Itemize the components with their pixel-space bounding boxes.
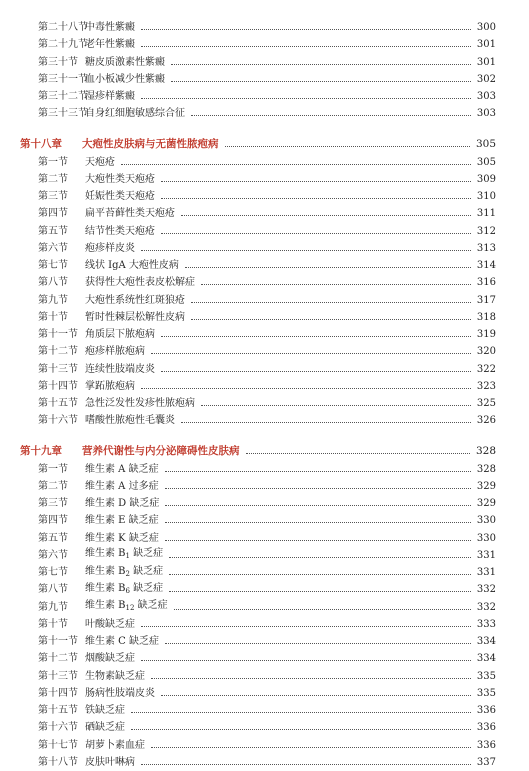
page-number: 317 xyxy=(476,294,496,306)
section-number: 第十一节 xyxy=(38,636,78,647)
chapter-number: 第十八章 xyxy=(20,138,62,151)
toc-entry xyxy=(0,343,529,360)
section-title: 维生素 D 缺乏症 xyxy=(85,498,160,509)
section-number: 第二节 xyxy=(38,480,68,492)
page-number: 325 xyxy=(476,398,496,409)
section-number: 第八节 xyxy=(38,584,68,596)
section-number: 第三十节 xyxy=(38,56,78,68)
dot-leader xyxy=(165,488,471,489)
page-number: 320 xyxy=(476,346,496,358)
toc-entry xyxy=(0,754,529,771)
dot-leader xyxy=(141,660,471,661)
section-number: 第十六节 xyxy=(38,722,78,734)
dot-leader xyxy=(201,284,471,285)
section-number: 第十四节 xyxy=(38,380,78,392)
toc-entry xyxy=(0,633,529,650)
dot-leader xyxy=(151,678,471,679)
section-number: 第二节 xyxy=(38,173,68,185)
dot-leader xyxy=(225,146,470,147)
section-title: 维生素 K 缺乏症 xyxy=(85,532,159,544)
section-title: 糖皮质激素性紫癜 xyxy=(85,56,165,68)
section-title: 胡萝卜素血症 xyxy=(85,739,145,751)
dot-leader xyxy=(171,81,471,82)
page-number: 334 xyxy=(476,653,496,665)
dot-leader xyxy=(141,250,471,251)
section-title: 疱疹样脓疱病 xyxy=(85,346,145,358)
section-title: 生物素缺乏症 xyxy=(85,670,145,682)
section-number: 第十六节 xyxy=(38,415,78,427)
dot-leader xyxy=(161,198,471,199)
dot-leader xyxy=(131,712,471,713)
section-title: 连续性肢端皮炎 xyxy=(85,363,155,375)
toc-entry xyxy=(0,461,529,478)
section-title: 湿疹样紫癜 xyxy=(85,91,135,102)
section-title: 烟酸缺乏症 xyxy=(85,653,135,665)
chapter-title: 营养代谢性与内分泌障碍性皮肤病 xyxy=(82,445,240,458)
page-number: 329 xyxy=(476,498,496,509)
section-number: 第四节 xyxy=(38,208,68,220)
page-number: 311 xyxy=(476,208,496,220)
page-number: 334 xyxy=(476,636,496,647)
dot-leader xyxy=(141,98,471,99)
dot-leader xyxy=(121,164,471,165)
dot-leader xyxy=(161,371,471,372)
section-number: 第十五节 xyxy=(38,398,78,409)
toc-entry xyxy=(0,19,529,36)
toc-entry xyxy=(0,71,529,88)
page-number: 318 xyxy=(476,311,496,323)
dot-leader xyxy=(169,557,471,558)
section-number: 第七节 xyxy=(38,260,68,271)
dot-leader xyxy=(169,591,471,592)
page-number: 302 xyxy=(476,73,496,85)
dot-leader xyxy=(165,471,471,472)
section-number: 第五节 xyxy=(38,225,68,237)
page-number: 323 xyxy=(476,380,496,392)
section-number: 第八节 xyxy=(38,277,68,289)
dot-leader xyxy=(181,422,471,423)
toc-entry xyxy=(0,530,529,547)
section-number: 第五节 xyxy=(38,532,68,544)
page-number: 303 xyxy=(476,91,496,102)
section-number: 第三节 xyxy=(38,191,68,202)
dot-leader xyxy=(174,609,471,610)
toc-entry xyxy=(0,478,529,495)
section-title: 铁缺乏症 xyxy=(85,705,125,716)
dot-leader xyxy=(165,505,471,506)
page-number: 331 xyxy=(476,549,496,561)
section-number: 第三十三节 xyxy=(38,108,88,120)
dot-leader xyxy=(141,29,471,30)
chapter-title: 大疱性皮肤病与无菌性脓疱病 xyxy=(82,138,219,151)
toc-entry xyxy=(0,547,529,564)
section-number: 第十二节 xyxy=(38,346,78,358)
page-number: 301 xyxy=(476,39,496,51)
dot-leader xyxy=(181,215,471,216)
page-number: 337 xyxy=(476,756,496,768)
section-title: 角质层下脓疱病 xyxy=(85,329,155,340)
section-number: 第七节 xyxy=(38,567,68,578)
toc-entry xyxy=(0,378,529,395)
page-number: 301 xyxy=(476,56,496,68)
section-title: 维生素 $B_1$ 缺乏症 xyxy=(85,548,164,561)
section-number: 第三节 xyxy=(38,498,68,509)
toc-entry xyxy=(0,309,529,326)
toc-entry xyxy=(0,257,529,274)
page-number: 332 xyxy=(476,584,496,596)
dot-leader xyxy=(161,233,471,234)
dot-leader xyxy=(191,302,471,303)
section-number: 第九节 xyxy=(38,294,68,306)
dot-leader xyxy=(165,643,471,644)
section-number: 第四节 xyxy=(38,515,68,527)
toc-entry xyxy=(0,495,529,512)
section-number: 第十四节 xyxy=(38,687,78,699)
section-number: 第十三节 xyxy=(38,670,78,682)
section-title: 老年性紫癜 xyxy=(85,39,135,51)
section-title: 扁平苔藓性类天疱疮 xyxy=(85,208,175,220)
toc-entry xyxy=(0,292,529,309)
section-title: 掌跖脓疱病 xyxy=(85,380,135,392)
page-number: 305 xyxy=(475,138,496,151)
page-number: 316 xyxy=(476,277,496,289)
dot-leader xyxy=(246,453,470,454)
section-title: 疱疹样皮炎 xyxy=(85,242,135,254)
page-number: 336 xyxy=(476,739,496,751)
dot-leader xyxy=(151,747,471,748)
toc-entry xyxy=(0,668,529,685)
section-number: 第十五节 xyxy=(38,705,78,716)
dot-leader xyxy=(141,388,471,389)
section-title: 血小板减少性紫癜 xyxy=(85,73,165,85)
toc-entry xyxy=(0,702,529,719)
toc-entry xyxy=(0,737,529,754)
section-title: 自身红细胞敏感综合征 xyxy=(85,108,185,120)
dot-leader xyxy=(151,353,471,354)
section-title: 结节性类天疱疮 xyxy=(85,225,155,237)
dot-leader xyxy=(161,695,471,696)
page-number: 332 xyxy=(476,601,496,613)
section-title: 大疱性类天疱疮 xyxy=(85,173,155,185)
section-number: 第三十二节 xyxy=(38,91,88,102)
section-title: 急性泛发性发疹性脓疱病 xyxy=(85,398,195,409)
page-number: 303 xyxy=(476,108,496,120)
page-number: 328 xyxy=(476,463,496,475)
toc-entry xyxy=(0,274,529,291)
section-title: 皮肤叶啉病 xyxy=(85,756,135,768)
page-number: 300 xyxy=(476,22,496,33)
toc-entry xyxy=(0,54,529,71)
toc-entry xyxy=(0,719,529,736)
section-title: 维生素 $B_2$ 缺乏症 xyxy=(85,565,164,578)
section-title: 嗜酸性脓疱性毛囊炎 xyxy=(85,415,175,427)
dot-leader xyxy=(191,115,471,116)
section-title: 维生素 A 缺乏症 xyxy=(85,463,159,475)
section-title: 维生素 C 缺乏症 xyxy=(85,636,160,647)
subscript: 2 xyxy=(125,569,130,578)
toc-entry xyxy=(0,105,529,122)
subscript: 6 xyxy=(125,586,130,595)
section-title: 大疱性系统性红斑狼疮 xyxy=(85,294,185,306)
section-title: 维生素 A 过多症 xyxy=(85,480,159,492)
page-number: 333 xyxy=(476,618,496,630)
section-title: 硒缺乏症 xyxy=(85,722,125,734)
section-number: 第二十九节 xyxy=(38,39,88,51)
toc-entry xyxy=(0,581,529,598)
dot-leader xyxy=(161,336,471,337)
page-number: 336 xyxy=(476,705,496,716)
page-number: 309 xyxy=(476,173,496,185)
toc-entry xyxy=(0,88,529,105)
section-title: 维生素 $B_{12}$ 缺乏症 xyxy=(85,600,168,612)
dot-leader xyxy=(141,764,471,765)
section-number: 第十八节 xyxy=(38,756,78,768)
dot-leader xyxy=(165,522,471,523)
section-number: 第十节 xyxy=(38,618,68,630)
chapter-number: 第十九章 xyxy=(20,445,62,458)
section-title: 天疱疮 xyxy=(85,156,115,168)
section-title: 线状 IgA 大疱性皮病 xyxy=(85,260,179,271)
section-number: 第一节 xyxy=(38,156,68,168)
toc-entry xyxy=(0,564,529,581)
page-number: 319 xyxy=(476,329,496,340)
section-title: 获得性大疱性表皮松解症 xyxy=(85,277,195,289)
section-number: 第二十八节 xyxy=(38,22,88,33)
dot-leader xyxy=(161,181,471,182)
page-number: 328 xyxy=(475,445,496,458)
subscript: 1 xyxy=(125,552,130,561)
page-number: 322 xyxy=(476,363,496,375)
page-number: 330 xyxy=(476,532,496,544)
toc-entry xyxy=(0,395,529,412)
toc-entry xyxy=(0,512,529,529)
chapter-heading xyxy=(0,136,529,153)
section-number: 第一节 xyxy=(38,463,68,475)
section-number: 第十二节 xyxy=(38,653,78,665)
toc-entry xyxy=(0,171,529,188)
toc-entry xyxy=(0,223,529,240)
toc-entry xyxy=(0,650,529,667)
section-number: 第十七节 xyxy=(38,739,78,751)
section-title: 叶酸缺乏症 xyxy=(85,618,135,630)
toc-entry xyxy=(0,205,529,222)
dot-leader xyxy=(191,319,471,320)
dot-leader xyxy=(201,405,471,406)
toc-entry xyxy=(0,599,529,616)
dot-leader xyxy=(185,267,471,268)
section-number: 第十节 xyxy=(38,311,68,323)
section-title: 中毒性紫癜 xyxy=(85,22,135,33)
page-number: 329 xyxy=(476,480,496,492)
toc-entry xyxy=(0,326,529,343)
dot-leader xyxy=(171,64,471,65)
dot-leader xyxy=(141,626,471,627)
page-number: 314 xyxy=(476,260,496,271)
page-number: 335 xyxy=(476,687,496,699)
page-number: 335 xyxy=(476,670,496,682)
page-number: 312 xyxy=(476,225,496,237)
section-title: 暂时性棘层松解性皮病 xyxy=(85,311,185,323)
toc-entry xyxy=(0,616,529,633)
page-number: 331 xyxy=(476,567,496,578)
toc-entry xyxy=(0,685,529,702)
toc-entry xyxy=(0,412,529,429)
toc-entry xyxy=(0,188,529,205)
page-number: 310 xyxy=(476,191,496,202)
section-title: 肠病性肢端皮炎 xyxy=(85,687,155,699)
section-title: 维生素 E 缺乏症 xyxy=(85,515,159,527)
section-title: 维生素 $B_6$ 缺乏症 xyxy=(85,582,164,595)
dot-leader xyxy=(169,574,471,575)
page-number: 330 xyxy=(476,515,496,527)
dot-leader xyxy=(131,729,471,730)
page-number: 313 xyxy=(476,242,496,254)
section-number: 第九节 xyxy=(38,601,68,613)
chapter-heading xyxy=(0,443,529,460)
page-number: 336 xyxy=(476,722,496,734)
section-number: 第三十一节 xyxy=(38,73,88,85)
page-number: 305 xyxy=(476,156,496,168)
section-title: 妊娠性类天疱疮 xyxy=(85,191,155,202)
dot-leader xyxy=(141,46,471,47)
subscript: 12 xyxy=(125,604,135,612)
section-number: 第六节 xyxy=(38,242,68,254)
toc-entry xyxy=(0,36,529,53)
toc-entry xyxy=(0,154,529,171)
dot-leader xyxy=(165,540,471,541)
section-number: 第六节 xyxy=(38,549,68,561)
section-number: 第十三节 xyxy=(38,363,78,375)
section-number: 第十一节 xyxy=(38,329,78,340)
toc-entry xyxy=(0,240,529,257)
toc-entry xyxy=(0,361,529,378)
page-number: 326 xyxy=(476,415,496,427)
